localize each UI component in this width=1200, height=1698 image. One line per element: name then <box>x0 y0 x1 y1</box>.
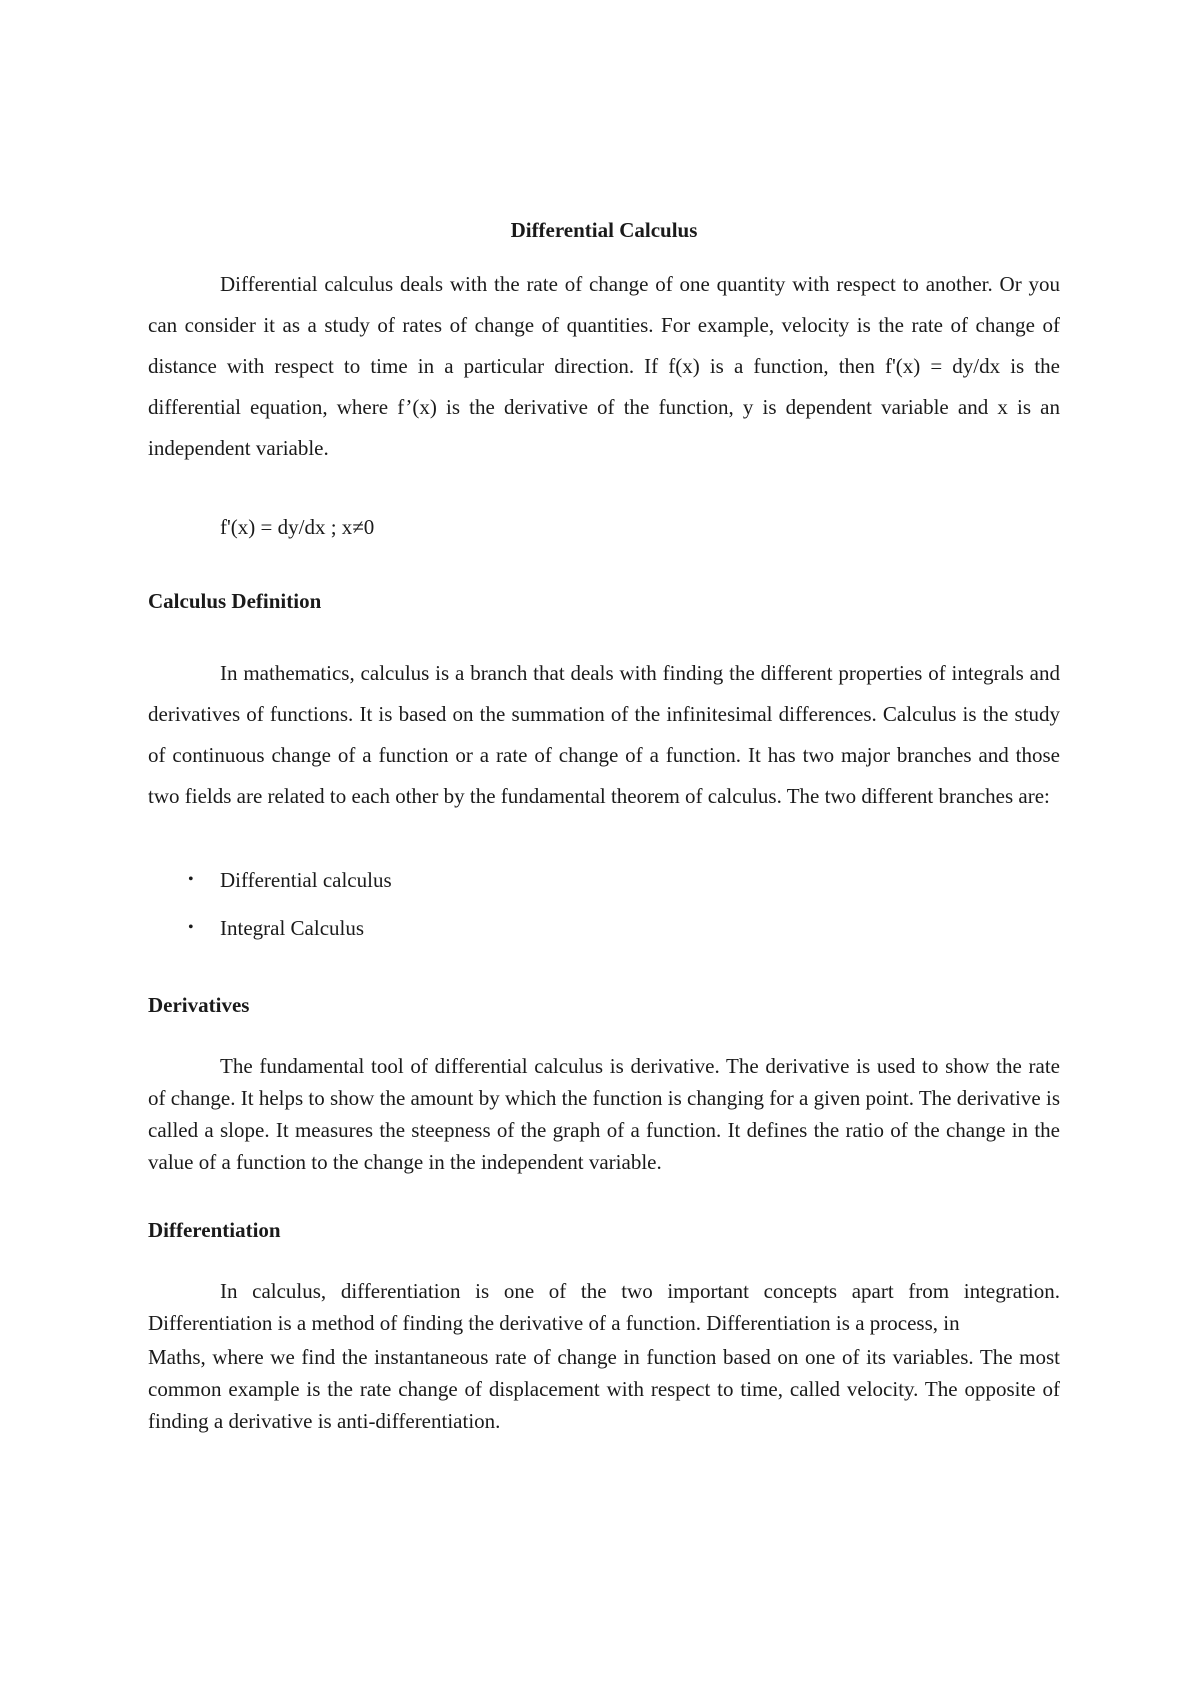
document-page <box>148 200 1060 1437</box>
page-title: Differential Calculus <box>510 218 698 242</box>
list-item-label: Differential calculus <box>220 868 392 892</box>
intro-paragraph: Differential calculus deals with the rate of change of one quantity with respect to another. Or you can consider it as a study of rates of change of quantities. For example, velocity is the rate of change of distance with respect to time in a particular direction. If f(x) is a function, then f'(x) = dy/dx is the differential equation, where f’(x) is the derivative of the function, y is dependent variable and x is an independent variable. <box>148 272 1060 460</box>
derivatives-paragraph: The fundamental tool of differential calculus is derivative. The derivative is used to show the rate of change. It helps to show the amount by which the function is changing for a given point. The derivative is called a slope. It measures the steepness of the graph of a function. It defines the ratio of the change in the value of a function to the change in the independent variable. <box>148 1054 1060 1174</box>
calculus-definition-paragraph: In mathematics, calculus is a branch that deals with finding the different properties of integrals and derivatives of functions. It is based on the summation of the infinitesimal differences. Calculus is the study of continuous change of a function or a rate of change of a function. It has two major branches and those two fields are related to each other by the fundamental theorem of calculus. The two different branches are: <box>148 661 1060 808</box>
derivative-formula: f'(x) = dy/dx ; x≠0 <box>220 515 375 539</box>
differentiation-paragraph: In calculus, differentiation is one of the two important concepts apart from integration. Differentiation is a method of finding the derivative of a function. Differentiation is a process, in <box>148 1279 1060 1335</box>
bullet-icon: • <box>188 919 194 936</box>
section-heading-derivatives: Derivatives <box>148 993 250 1017</box>
bullet-icon: • <box>188 871 194 888</box>
list-item-label: Integral Calculus <box>220 916 365 940</box>
branches-list <box>148 856 1060 952</box>
section-heading-calculus-definition: Calculus Definition <box>148 589 322 613</box>
list-item <box>148 904 1060 952</box>
differentiation-continuation-paragraph: Maths, where we find the instantaneous rate of change in function based on one of its variables. The most common example is the rate change of displacement with respect to time, called velocity. The opposite of finding a derivative is anti-differentiation. <box>148 1345 1060 1433</box>
section-heading-differentiation: Differentiation <box>148 1218 281 1242</box>
list-item <box>148 856 1060 904</box>
